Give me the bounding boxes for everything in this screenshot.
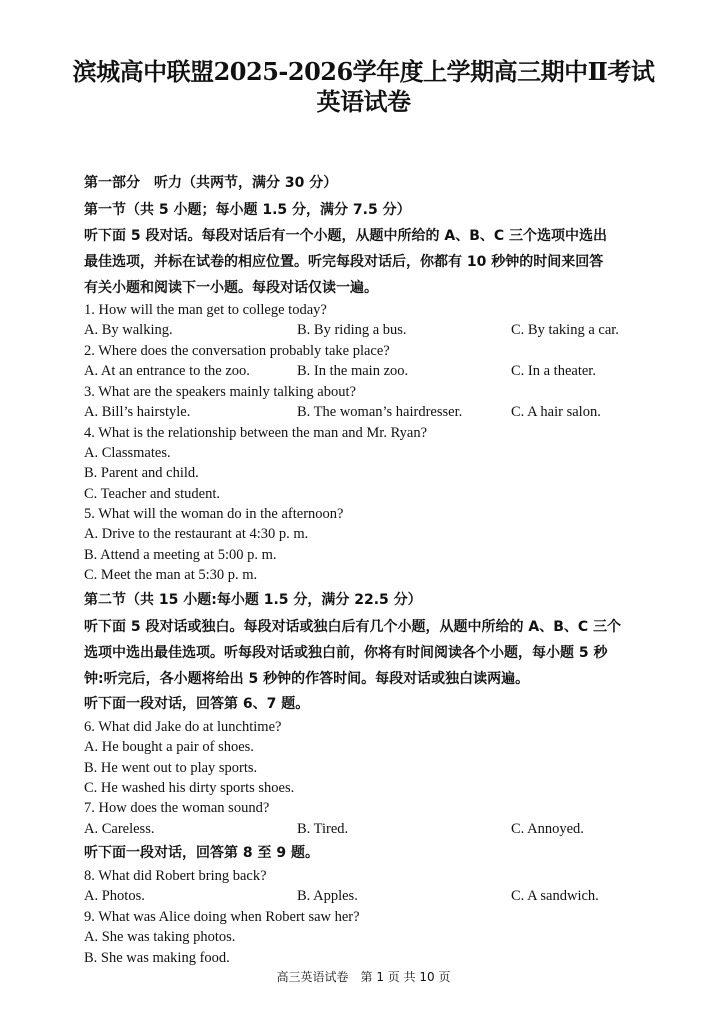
q1-option-b: B. By riding a bus. (297, 322, 407, 338)
sec1-intro-line: 听下面 5 段对话。每段对话后有一个小题，从题中所给的 A、B、C 三个选项中选出 (84, 228, 608, 244)
q8-option-b: B. Apples. (297, 888, 358, 904)
q7-option-a: A. Careless. (84, 821, 155, 837)
q2-option-a: A. At an entrance to the zoo. (84, 363, 250, 379)
sec2-intro-line: 钟:听完后，各小题将给出 5 秒钟的作答时间。每段对话或独白读两遍。 (84, 671, 530, 687)
dialogue-instruction: 听下面一段对话，回答第 8 至 9 题。 (84, 845, 319, 861)
question-8: 8. What did Robert bring back? (84, 868, 267, 884)
q1-option-c: C. By taking a car. (511, 322, 619, 338)
q3-option-c: C. A hair salon. (511, 404, 601, 420)
q6-option-c: C. He washed his dirty sports shoes. (84, 780, 295, 796)
q2-option-b: B. In the main zoo. (297, 363, 409, 379)
question-9: 9. What was Alice doing when Robert saw her? (84, 909, 360, 925)
q3-option-b: B. The woman’s hairdresser. (297, 404, 463, 420)
q5-option-b: B. Attend a meeting at 5:00 p. m. (84, 547, 277, 563)
exam-title: 滨城高中联盟2025-2026学年度上学期高三期中Ⅱ考试 (72, 57, 655, 86)
q4-option-a: A. Classmates. (84, 445, 171, 461)
q9-option-b: B. She was making food. (84, 950, 230, 966)
page-footer: 高三英语试卷 第 1 页 共 10 页 (276, 970, 451, 984)
question-1: 1. How will the man get to college today? (84, 302, 327, 318)
q7-option-c: C. Annoyed. (511, 821, 584, 837)
exam-subtitle: 英语试卷 (316, 87, 411, 116)
q8-option-a: A. Photos. (84, 888, 145, 904)
q3-option-a: A. Bill’s hairstyle. (84, 404, 191, 420)
q1-option-a: A. By walking. (84, 322, 173, 338)
q6-option-a: A. He bought a pair of shoes. (84, 739, 254, 755)
q2-option-c: C. In a theater. (511, 363, 596, 379)
sec2-intro-line: 选项中选出最佳选项。听每段对话或独白前，你将有时间阅读各个小题，每小题 5 秒 (84, 645, 608, 661)
q4-option-b: B. Parent and child. (84, 465, 199, 481)
q9-option-a: A. She was taking photos. (84, 929, 236, 945)
question-7: 7. How does the woman sound? (84, 800, 270, 816)
q8-option-c: C. A sandwich. (511, 888, 599, 904)
question-6: 6. What did Jake do at lunchtime? (84, 719, 282, 735)
question-3: 3. What are the speakers mainly talking about? (84, 384, 356, 400)
dialogue-instruction: 听下面一段对话，回答第 6、7 题。 (84, 696, 310, 712)
sec2-heading: 第二节（共 15 小题:每小题 1.5 分，满分 22.5 分） (84, 592, 422, 608)
sec2-intro-line: 听下面 5 段对话或独白。每段对话或独白后有几个小题，从题中所给的 A、B、C 三个 (84, 619, 622, 635)
sec1-intro-line: 有关小题和阅读下一小题。每段对话仅读一遍。 (84, 280, 378, 296)
part1-heading: 第一部分 听力（共两节，满分 30 分） (84, 175, 338, 191)
sec1-intro-line: 最佳选项，并标在试卷的相应位置。听完每段对话后，你都有 10 秒钟的时间来回答 (84, 254, 604, 270)
sec1-heading: 第一节（共 5 小题；每小题 1.5 分，满分 7.5 分） (84, 202, 411, 218)
q5-option-a: A. Drive to the restaurant at 4:30 p. m. (84, 526, 309, 542)
question-4: 4. What is the relationship between the man and Mr. Ryan? (84, 425, 428, 441)
q6-option-b: B. He went out to play sports. (84, 760, 258, 776)
q5-option-c: C. Meet the man at 5:30 p. m. (84, 567, 258, 583)
question-5: 5. What will the woman do in the afternoon? (84, 506, 344, 522)
q4-option-c: C. Teacher and student. (84, 486, 221, 502)
q7-option-b: B. Tired. (297, 821, 349, 837)
question-2: 2. Where does the conversation probably take place? (84, 343, 390, 359)
